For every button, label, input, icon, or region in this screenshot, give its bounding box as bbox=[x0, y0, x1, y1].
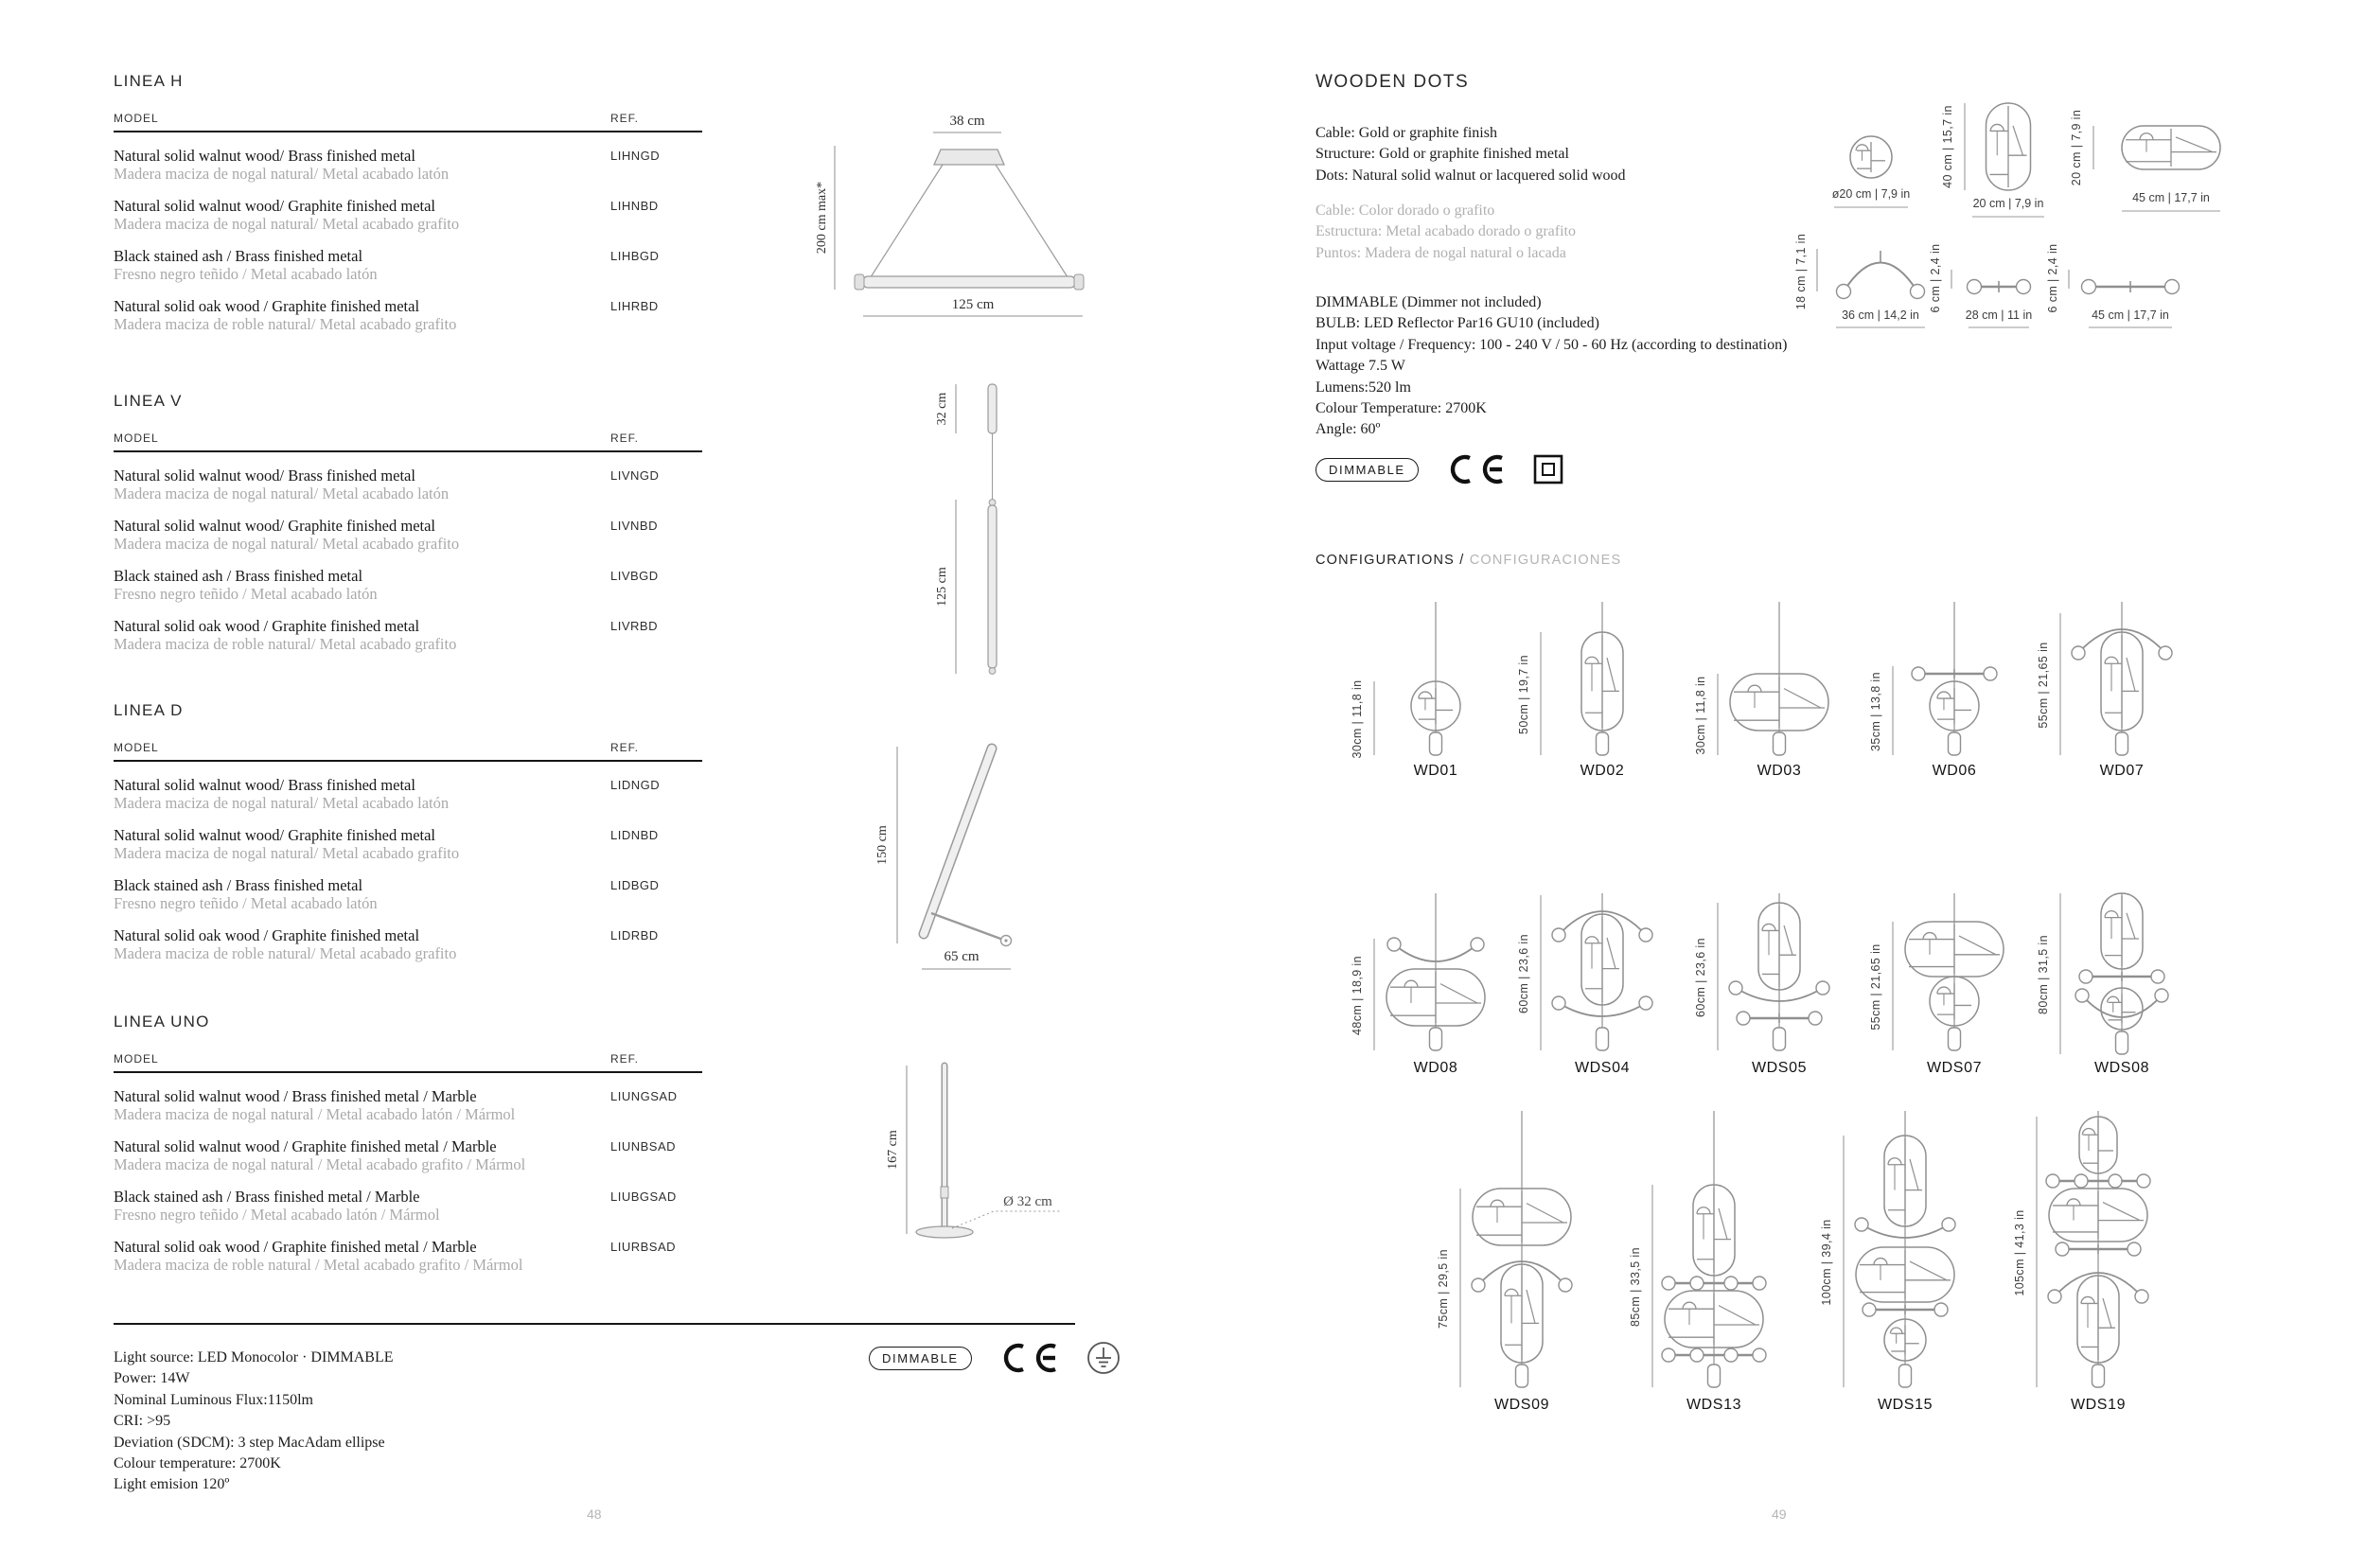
section-title: LINEA V bbox=[114, 392, 183, 410]
config-id-label: WDS09 bbox=[1493, 1397, 1550, 1413]
dimension-label: 50cm | 19,7 in bbox=[1517, 655, 1530, 734]
config-glyph-wd07 bbox=[2032, 600, 2193, 763]
model-name-en: Natural solid walnut wood/ Brass finished metal bbox=[114, 147, 415, 165]
dimension-label: 100cm | 39,4 in bbox=[1820, 1219, 1833, 1306]
model-name-en: Natural solid oak wood / Graphite finished metal bbox=[114, 926, 420, 944]
model-name-es: Madera maciza de nogal natural/ Metal acabado latón bbox=[114, 484, 450, 502]
dimension-label: 48cm | 18,9 in bbox=[1351, 956, 1364, 1035]
model-row bbox=[114, 826, 702, 862]
table-header bbox=[114, 432, 702, 452]
model-name-es: Madera maciza de roble natural/ Metal acabado grafito bbox=[114, 315, 457, 333]
model-column-header: MODEL bbox=[114, 741, 159, 754]
ref-code: LIVBGD bbox=[610, 569, 659, 583]
electrical-specs-list bbox=[1315, 292, 1787, 441]
configurations-heading-es: CONFIGURACIONES bbox=[1469, 553, 1622, 568]
linear-v-bottom-label: 125 cm bbox=[935, 567, 949, 607]
config-id-label: WDS05 bbox=[1751, 1060, 1808, 1076]
linea-v-dimension-diagram bbox=[918, 377, 1032, 679]
model-row bbox=[114, 147, 702, 183]
rod-long-width-label: 45 cm | 17,7 in bbox=[2092, 308, 2169, 322]
model-row bbox=[114, 297, 702, 333]
model-name-es: Fresno negro teñido / Metal acabado latón bbox=[114, 265, 378, 283]
model-column-header: MODEL bbox=[114, 1052, 159, 1066]
electrical-spec-line: BULB: LED Reflector Par16 GU10 (included) bbox=[1315, 315, 1599, 332]
dimension-label: 20 cm | 7,9 in bbox=[2070, 109, 2083, 186]
page-number-right: 49 bbox=[1772, 1506, 1787, 1522]
configurations-heading bbox=[1315, 553, 1621, 568]
linear-d-height-label: 150 cm bbox=[875, 825, 890, 865]
ref-code: LIUNGSAD bbox=[610, 1089, 678, 1103]
divider bbox=[114, 1323, 1075, 1325]
electrical-spec-line: Angle: 60º bbox=[1315, 421, 1381, 438]
section-title: LINEA H bbox=[114, 72, 184, 90]
table-header bbox=[114, 1052, 702, 1073]
model-name-en: Natural solid walnut wood/ Graphite finished metal bbox=[114, 197, 436, 215]
dimension-label: 30cm | 11,8 in bbox=[1351, 679, 1364, 759]
spec-line: Power: 14W bbox=[114, 1370, 190, 1387]
ref-code: LIVNBD bbox=[610, 519, 658, 533]
model-name-es: Fresno negro teñido / Metal acabado latón bbox=[114, 894, 378, 912]
section-title: LINEA UNO bbox=[114, 1013, 210, 1031]
dimension-label: 6 cm | 2,4 in bbox=[1929, 243, 1942, 313]
component-size-diagrams bbox=[1789, 90, 2234, 336]
config-glyph-wd02 bbox=[1512, 600, 1673, 763]
electrical-spec-line: Colour Temperature: 2700K bbox=[1315, 400, 1487, 417]
config-glyph-wds09 bbox=[1432, 1109, 1593, 1395]
material-line-en: Structure: Gold or graphite finished metal bbox=[1315, 146, 1569, 163]
model-name-en: Natural solid walnut wood / Brass finished metal / Marble bbox=[114, 1087, 477, 1105]
class-ii-icon bbox=[1532, 453, 1564, 485]
dimension-label: 55cm | 21,65 in bbox=[1869, 943, 1882, 1031]
config-glyph-wds04 bbox=[1512, 891, 1673, 1058]
dimension-label: 55cm | 21,65 in bbox=[2037, 642, 2050, 729]
model-row bbox=[114, 1188, 702, 1224]
materials-en-list bbox=[1315, 123, 1626, 186]
model-name-en: Natural solid walnut wood/ Brass finished metal bbox=[114, 776, 415, 794]
ref-code: LIHBGD bbox=[610, 249, 660, 263]
model-name-en: Black stained ash / Brass finished metal bbox=[114, 876, 363, 894]
config-glyph-wds15 bbox=[1815, 1109, 1976, 1395]
pendant-height-label: 200 cm max* bbox=[815, 181, 829, 255]
linea-h-dimension-diagram bbox=[814, 104, 1117, 341]
config-glyph-wds19 bbox=[2008, 1109, 2169, 1395]
config-id-label: WD03 bbox=[1757, 763, 1802, 779]
pendant-bar-label: 125 cm bbox=[951, 297, 995, 312]
config-glyph-wds13 bbox=[1624, 1109, 1785, 1395]
model-name-en: Natural solid oak wood / Graphite finished metal bbox=[114, 617, 420, 635]
dimension-label: 30cm | 11,8 in bbox=[1694, 676, 1707, 755]
ref-column-header: REF. bbox=[610, 112, 640, 125]
ref-code: LIVNGD bbox=[610, 468, 660, 483]
model-name-es: Madera maciza de nogal natural/ Metal acabado latón bbox=[114, 794, 450, 812]
ref-code: LIHRBD bbox=[610, 299, 659, 313]
config-glyph-wds05 bbox=[1689, 891, 1850, 1058]
pendant-width-label: 38 cm bbox=[949, 114, 985, 129]
config-id-label: WD07 bbox=[2099, 763, 2145, 779]
model-row bbox=[114, 876, 702, 912]
configurations-heading-en: CONFIGURATIONS / bbox=[1315, 553, 1470, 568]
config-glyph-wd03 bbox=[1689, 600, 1850, 763]
config-glyph-wds08 bbox=[2032, 891, 2193, 1058]
dimension-label: 35cm | 13,8 in bbox=[1869, 672, 1882, 751]
config-id-label: WDS07 bbox=[1926, 1060, 1983, 1076]
model-name-en: Natural solid oak wood / Graphite finished metal / Marble bbox=[114, 1238, 477, 1256]
table-header bbox=[114, 112, 702, 132]
spec-line: CRI: >95 bbox=[114, 1413, 171, 1430]
dimension-label: 105cm | 41,3 in bbox=[2013, 1209, 2026, 1296]
model-name-en: Natural solid oak wood / Graphite finished metal bbox=[114, 297, 420, 315]
electrical-spec-line: DIMMABLE (Dimmer not included) bbox=[1315, 294, 1542, 310]
ref-code: LIUNBSAD bbox=[610, 1139, 677, 1154]
linea-d-dimension-diagram bbox=[842, 733, 1088, 975]
config-id-label: WDS19 bbox=[2070, 1397, 2127, 1413]
model-name-en: Black stained ash / Brass finished metal bbox=[114, 247, 363, 265]
model-row bbox=[114, 1238, 702, 1274]
section-linea-uno bbox=[114, 1013, 702, 1274]
materials-es-list bbox=[1315, 201, 1576, 264]
disc-width-label: ø20 cm | 7,9 in bbox=[1831, 187, 1911, 201]
model-name-en: Natural solid walnut wood/ Brass finished metal bbox=[114, 467, 415, 484]
ce-mark-icon bbox=[995, 1341, 1063, 1375]
rod-short-width-label: 28 cm | 11 in bbox=[1965, 308, 2033, 322]
arch-width-label: 36 cm | 14,2 in bbox=[1842, 308, 1919, 322]
spec-line: Deviation (SDCM): 3 step MacAdam ellipse bbox=[114, 1434, 385, 1451]
section-title: LINEA D bbox=[114, 701, 184, 719]
config-id-label: WD02 bbox=[1580, 763, 1625, 779]
ref-code: LIUBGSAD bbox=[610, 1189, 677, 1204]
model-name-en: Black stained ash / Brass finished metal / Marble bbox=[114, 1188, 420, 1206]
dimension-label: 75cm | 29,5 in bbox=[1437, 1249, 1450, 1329]
ref-code: LIHNBD bbox=[610, 199, 659, 213]
electrical-spec-line: Lumens:520 lm bbox=[1315, 379, 1411, 396]
model-row bbox=[114, 247, 702, 283]
floor-diameter-label: Ø 32 cm bbox=[1003, 1194, 1052, 1209]
capsule-v-width-label: 20 cm | 7,9 in bbox=[1972, 197, 2044, 210]
section-linea-d bbox=[114, 701, 702, 962]
ce-mark-icon bbox=[1441, 452, 1510, 486]
floor-height-label: 167 cm bbox=[886, 1130, 900, 1170]
spec-line: Colour temperature: 2700K bbox=[114, 1455, 281, 1472]
config-id-label: WD08 bbox=[1413, 1060, 1458, 1076]
model-row bbox=[114, 517, 702, 553]
earth-ground-icon bbox=[1086, 1340, 1121, 1376]
ref-column-header: REF. bbox=[610, 432, 640, 445]
material-line-es: Estructura: Metal acabado dorado o grafito bbox=[1315, 223, 1576, 240]
model-name-es: Madera maciza de nogal natural/ Metal acabado latón bbox=[114, 165, 450, 183]
dimension-label: 40 cm | 15,7 in bbox=[1941, 105, 1954, 188]
ref-column-header: REF. bbox=[610, 741, 640, 754]
config-glyph-wd06 bbox=[1864, 600, 2025, 763]
ref-code: LIVRBD bbox=[610, 619, 658, 633]
material-line-en: Cable: Gold or graphite finish bbox=[1315, 125, 1497, 141]
spec-line: Nominal Luminous Flux:1150lm bbox=[114, 1391, 313, 1408]
ref-code: LIDRBD bbox=[610, 928, 659, 943]
config-id-label: WD06 bbox=[1932, 763, 1977, 779]
dimension-label: 18 cm | 7,1 in bbox=[1794, 233, 1808, 310]
spec-line: Light emision 120º bbox=[114, 1476, 230, 1493]
model-row bbox=[114, 567, 702, 603]
light-bar bbox=[863, 276, 1075, 288]
dimmable-badge: DIMMABLE bbox=[1315, 458, 1419, 482]
dimmable-badge: DIMMABLE bbox=[869, 1347, 972, 1370]
config-id-label: WDS04 bbox=[1574, 1060, 1631, 1076]
ref-code: LIDNBD bbox=[610, 828, 659, 842]
right-certification-badges bbox=[1315, 452, 1564, 486]
linear-d-base-label: 65 cm bbox=[944, 949, 980, 964]
model-name-en: Natural solid walnut wood/ Graphite finished metal bbox=[114, 826, 436, 844]
model-name-es: Madera maciza de roble natural/ Metal acabado grafito bbox=[114, 635, 457, 653]
page-title: WOODEN DOTS bbox=[1315, 72, 1470, 92]
model-name-es: Madera maciza de roble natural / Metal acabado grafito / Mármol bbox=[114, 1256, 523, 1274]
ceiling-canopy bbox=[934, 150, 1004, 165]
left-specs-list bbox=[114, 1348, 394, 1496]
left-certification-badges bbox=[869, 1340, 1121, 1376]
model-name-en: Black stained ash / Brass finished metal bbox=[114, 567, 363, 585]
model-row bbox=[114, 1137, 702, 1173]
model-column-header: MODEL bbox=[114, 112, 159, 125]
model-row bbox=[114, 1087, 702, 1123]
model-row bbox=[114, 467, 702, 502]
model-name-es: Madera maciza de nogal natural/ Metal acabado grafito bbox=[114, 844, 460, 862]
material-line-es: Cable: Color dorado o grafito bbox=[1315, 203, 1495, 219]
electrical-spec-line: Input voltage / Frequency: 100 - 240 V / 50 - 60 Hz (according to destination) bbox=[1315, 336, 1788, 353]
config-id-label: WDS13 bbox=[1686, 1397, 1742, 1413]
model-row bbox=[114, 197, 702, 233]
ref-column-header: REF. bbox=[610, 1052, 640, 1066]
model-row bbox=[114, 926, 702, 962]
material-line-en: Dots: Natural solid walnut or lacquered solid wood bbox=[1315, 167, 1626, 184]
config-glyph-wds07 bbox=[1864, 891, 2025, 1058]
ref-code: LIURBSAD bbox=[610, 1240, 677, 1254]
page-number-left: 48 bbox=[587, 1506, 602, 1522]
model-name-es: Madera maciza de nogal natural/ Metal acabado grafito bbox=[114, 215, 460, 233]
model-name-es: Fresno negro teñido / Metal acabado latón / Mármol bbox=[114, 1206, 440, 1224]
dimension-label: 80cm | 31,5 in bbox=[2037, 935, 2050, 1014]
model-row bbox=[114, 776, 702, 812]
dimension-label: 60cm | 23,6 in bbox=[1694, 938, 1707, 1017]
config-glyph-wd08 bbox=[1346, 891, 1507, 1058]
linea-uno-dimension-diagram bbox=[861, 1048, 1079, 1295]
ref-code: LIHNGD bbox=[610, 149, 661, 163]
dimension-label: 60cm | 23,6 in bbox=[1517, 934, 1530, 1013]
dimension-label: 85cm | 33,5 in bbox=[1629, 1247, 1642, 1327]
model-name-en: Natural solid walnut wood/ Graphite finished metal bbox=[114, 517, 436, 535]
electrical-spec-line: Wattage 7.5 W bbox=[1315, 358, 1405, 375]
dimension-label: 6 cm | 2,4 in bbox=[2046, 243, 2059, 313]
ref-code: LIDNGD bbox=[610, 778, 661, 792]
config-id-label: WD01 bbox=[1413, 763, 1458, 779]
config-id-label: WDS15 bbox=[1877, 1397, 1933, 1413]
model-name-en: Natural solid walnut wood / Graphite finished metal / Marble bbox=[114, 1137, 497, 1155]
section-linea-v bbox=[114, 392, 702, 653]
model-name-es: Madera maciza de nogal natural / Metal acabado latón / Mármol bbox=[114, 1105, 516, 1123]
config-id-label: WDS08 bbox=[2093, 1060, 2150, 1076]
model-name-es: Madera maciza de nogal natural / Metal acabado grafito / Mármol bbox=[114, 1155, 526, 1173]
model-column-header: MODEL bbox=[114, 432, 159, 445]
spec-line: Light source: LED Monocolor · DIMMABLE bbox=[114, 1349, 394, 1365]
model-name-es: Fresno negro teñido / Metal acabado latón bbox=[114, 585, 378, 603]
model-name-es: Madera maciza de nogal natural/ Metal acabado grafito bbox=[114, 535, 460, 553]
table-header bbox=[114, 741, 702, 762]
model-row bbox=[114, 617, 702, 653]
model-name-es: Madera maciza de roble natural/ Metal acabado grafito bbox=[114, 944, 457, 962]
linear-v-top-label: 32 cm bbox=[935, 392, 949, 426]
section-linea-h bbox=[114, 72, 702, 333]
capsule-h-width-label: 45 cm | 17,7 in bbox=[2132, 191, 2210, 204]
config-glyph-wd01 bbox=[1346, 600, 1507, 763]
material-line-es: Puntos: Madera de nogal natural o lacada bbox=[1315, 244, 1566, 261]
ref-code: LIDBGD bbox=[610, 878, 660, 892]
